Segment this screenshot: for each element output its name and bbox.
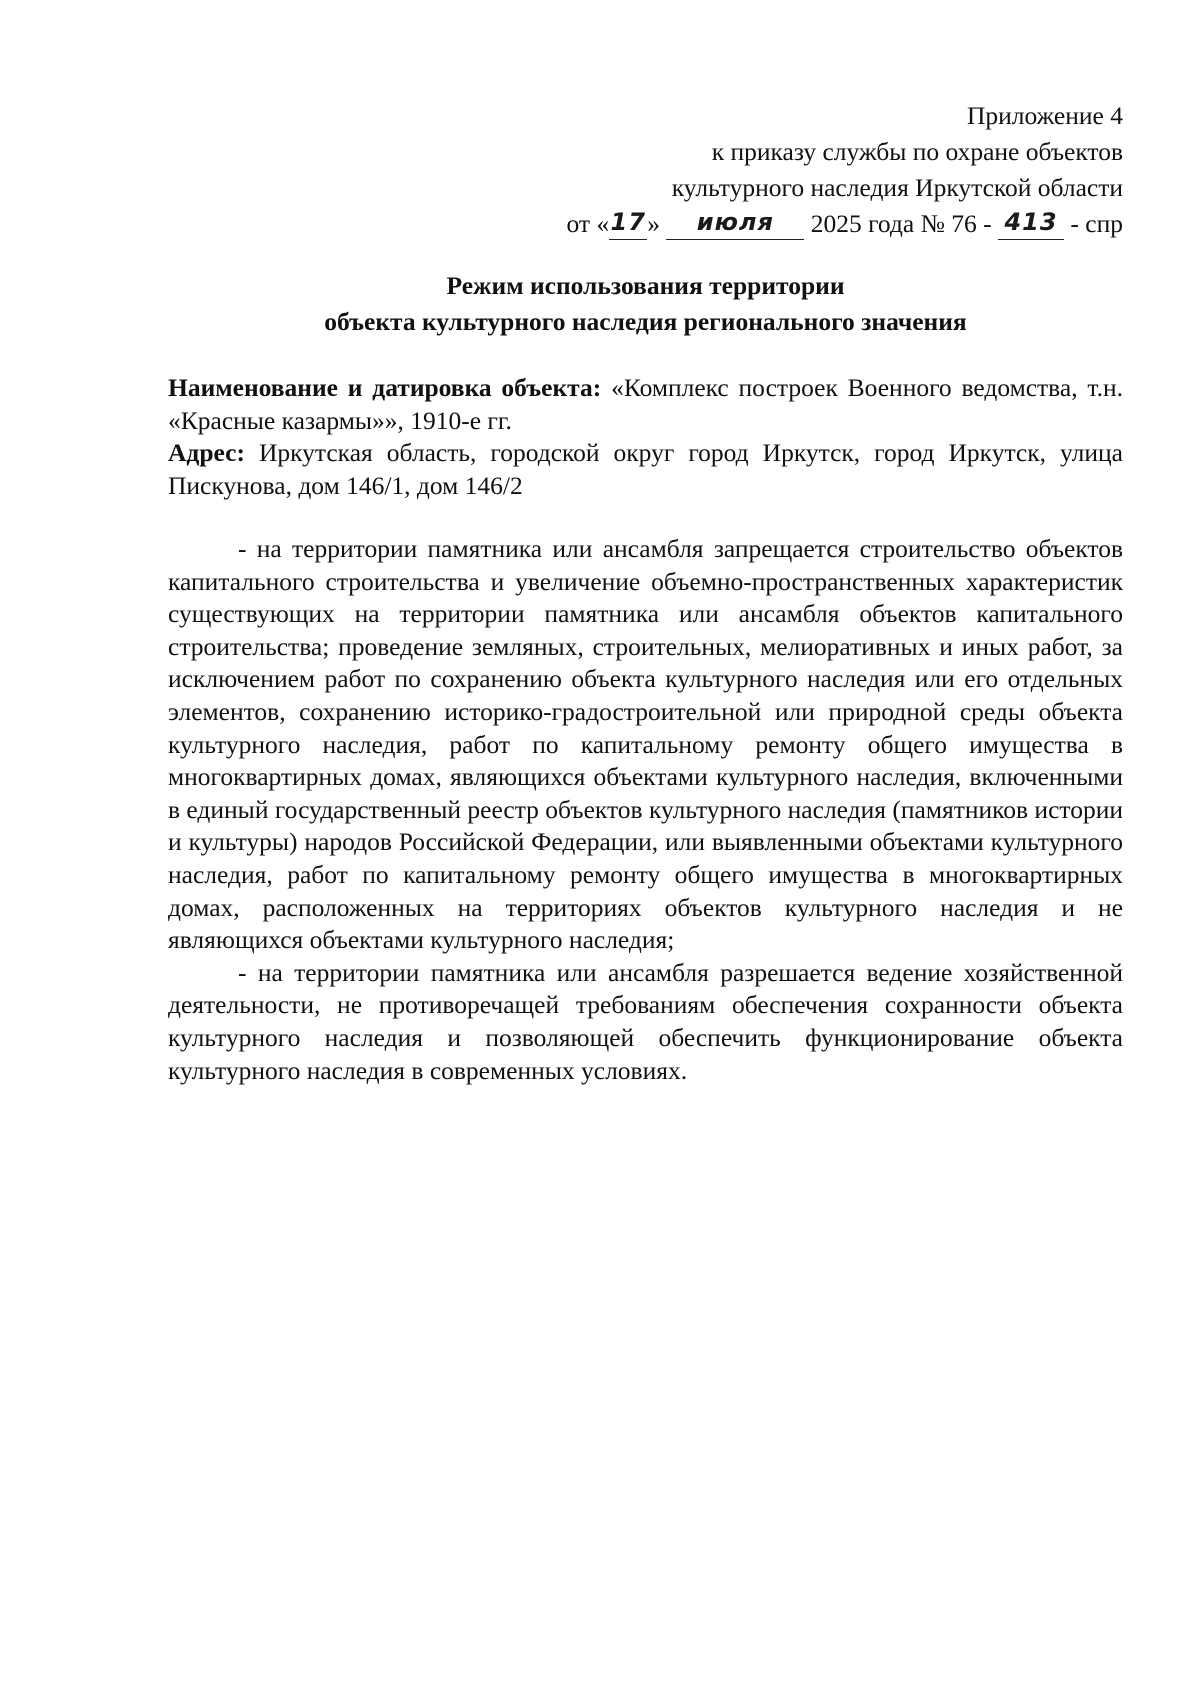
object-details — [168, 372, 1123, 502]
object-address-value: Иркутская область, городской округ город Иркутск, город Иркутск, улица Пискунова, дом 146/1, дом 146/2 — [168, 438, 1123, 500]
day-field — [609, 209, 647, 240]
object-name-paragraph — [168, 372, 1123, 437]
usage-regime-list — [168, 533, 1123, 1087]
handwritten-order-number: 413 — [1004, 208, 1058, 236]
order-date-line — [460, 206, 1123, 242]
issuing-authority-line: культурного наследия Иркутской области — [671, 173, 1123, 202]
title-line-1: Режим использования территории — [446, 271, 845, 300]
document-title — [168, 268, 1123, 340]
order-number-field — [998, 209, 1064, 240]
handwritten-day: 17 — [610, 208, 646, 236]
handwritten-month: июля — [696, 208, 774, 236]
title-line-2: объекта культурного наследия регионального значения — [324, 307, 967, 336]
appendix-header — [460, 98, 1123, 242]
date-prefix: от « — [566, 209, 610, 238]
order-reference-line: к приказу службы по охране объектов — [711, 137, 1123, 166]
permission-paragraph: - на территории памятника или ансамбля разрешается ведение хозяйственной деятельности, не противоречащей требованиям обеспечения сохранности объекта культурного наследия и позволяющей обеспечить функционирование объекта культурного наследия в современных условиях. — [168, 957, 1123, 1085]
year-and-number-prefix: 2025 года № 76 - — [810, 209, 992, 238]
object-name-value: «Комплекс построек Военного ведомства, т.н. «Красные казармы»», 1910-е гг. — [168, 373, 1124, 435]
appendix-number: Приложение 4 — [967, 101, 1123, 130]
month-field — [666, 209, 804, 240]
object-address-label: Адрес: — [168, 438, 245, 468]
order-suffix: - спр — [1070, 209, 1123, 238]
object-name-label: Наименование и датировка объекта: — [168, 373, 602, 402]
prohibition-paragraph: - на территории памятника или ансамбля запрещается строительство объектов капитального строительства и увеличение объемно-пространственных характеристик существующих на территории памятника или ансамбля объектов капитального строительства; проведение земляных, строительных, мелиоративных и иных работ, за исключением работ по сохранению объекта культурного наследия или его отдельных элементов, сохранению историко-градостроительной или природной среды объекта культурного наследия, работ по капитальному ремонту общего имущества в многоквартирных домах, являющихся объектами культурного наследия, включенными в единый государственный реестр объектов культурного наследия (памятников истории и культуры) народов Российской Федерации, или выявленными объектами культурного наследия, работ по капитальному ремонту общего имущества в многоквартирных домах, расположенных на территориях объектов культурного наследия и не являющихся объектами культурного наследия; — [168, 534, 1123, 955]
date-quote-close: » — [647, 209, 660, 238]
object-address-paragraph — [168, 437, 1123, 502]
